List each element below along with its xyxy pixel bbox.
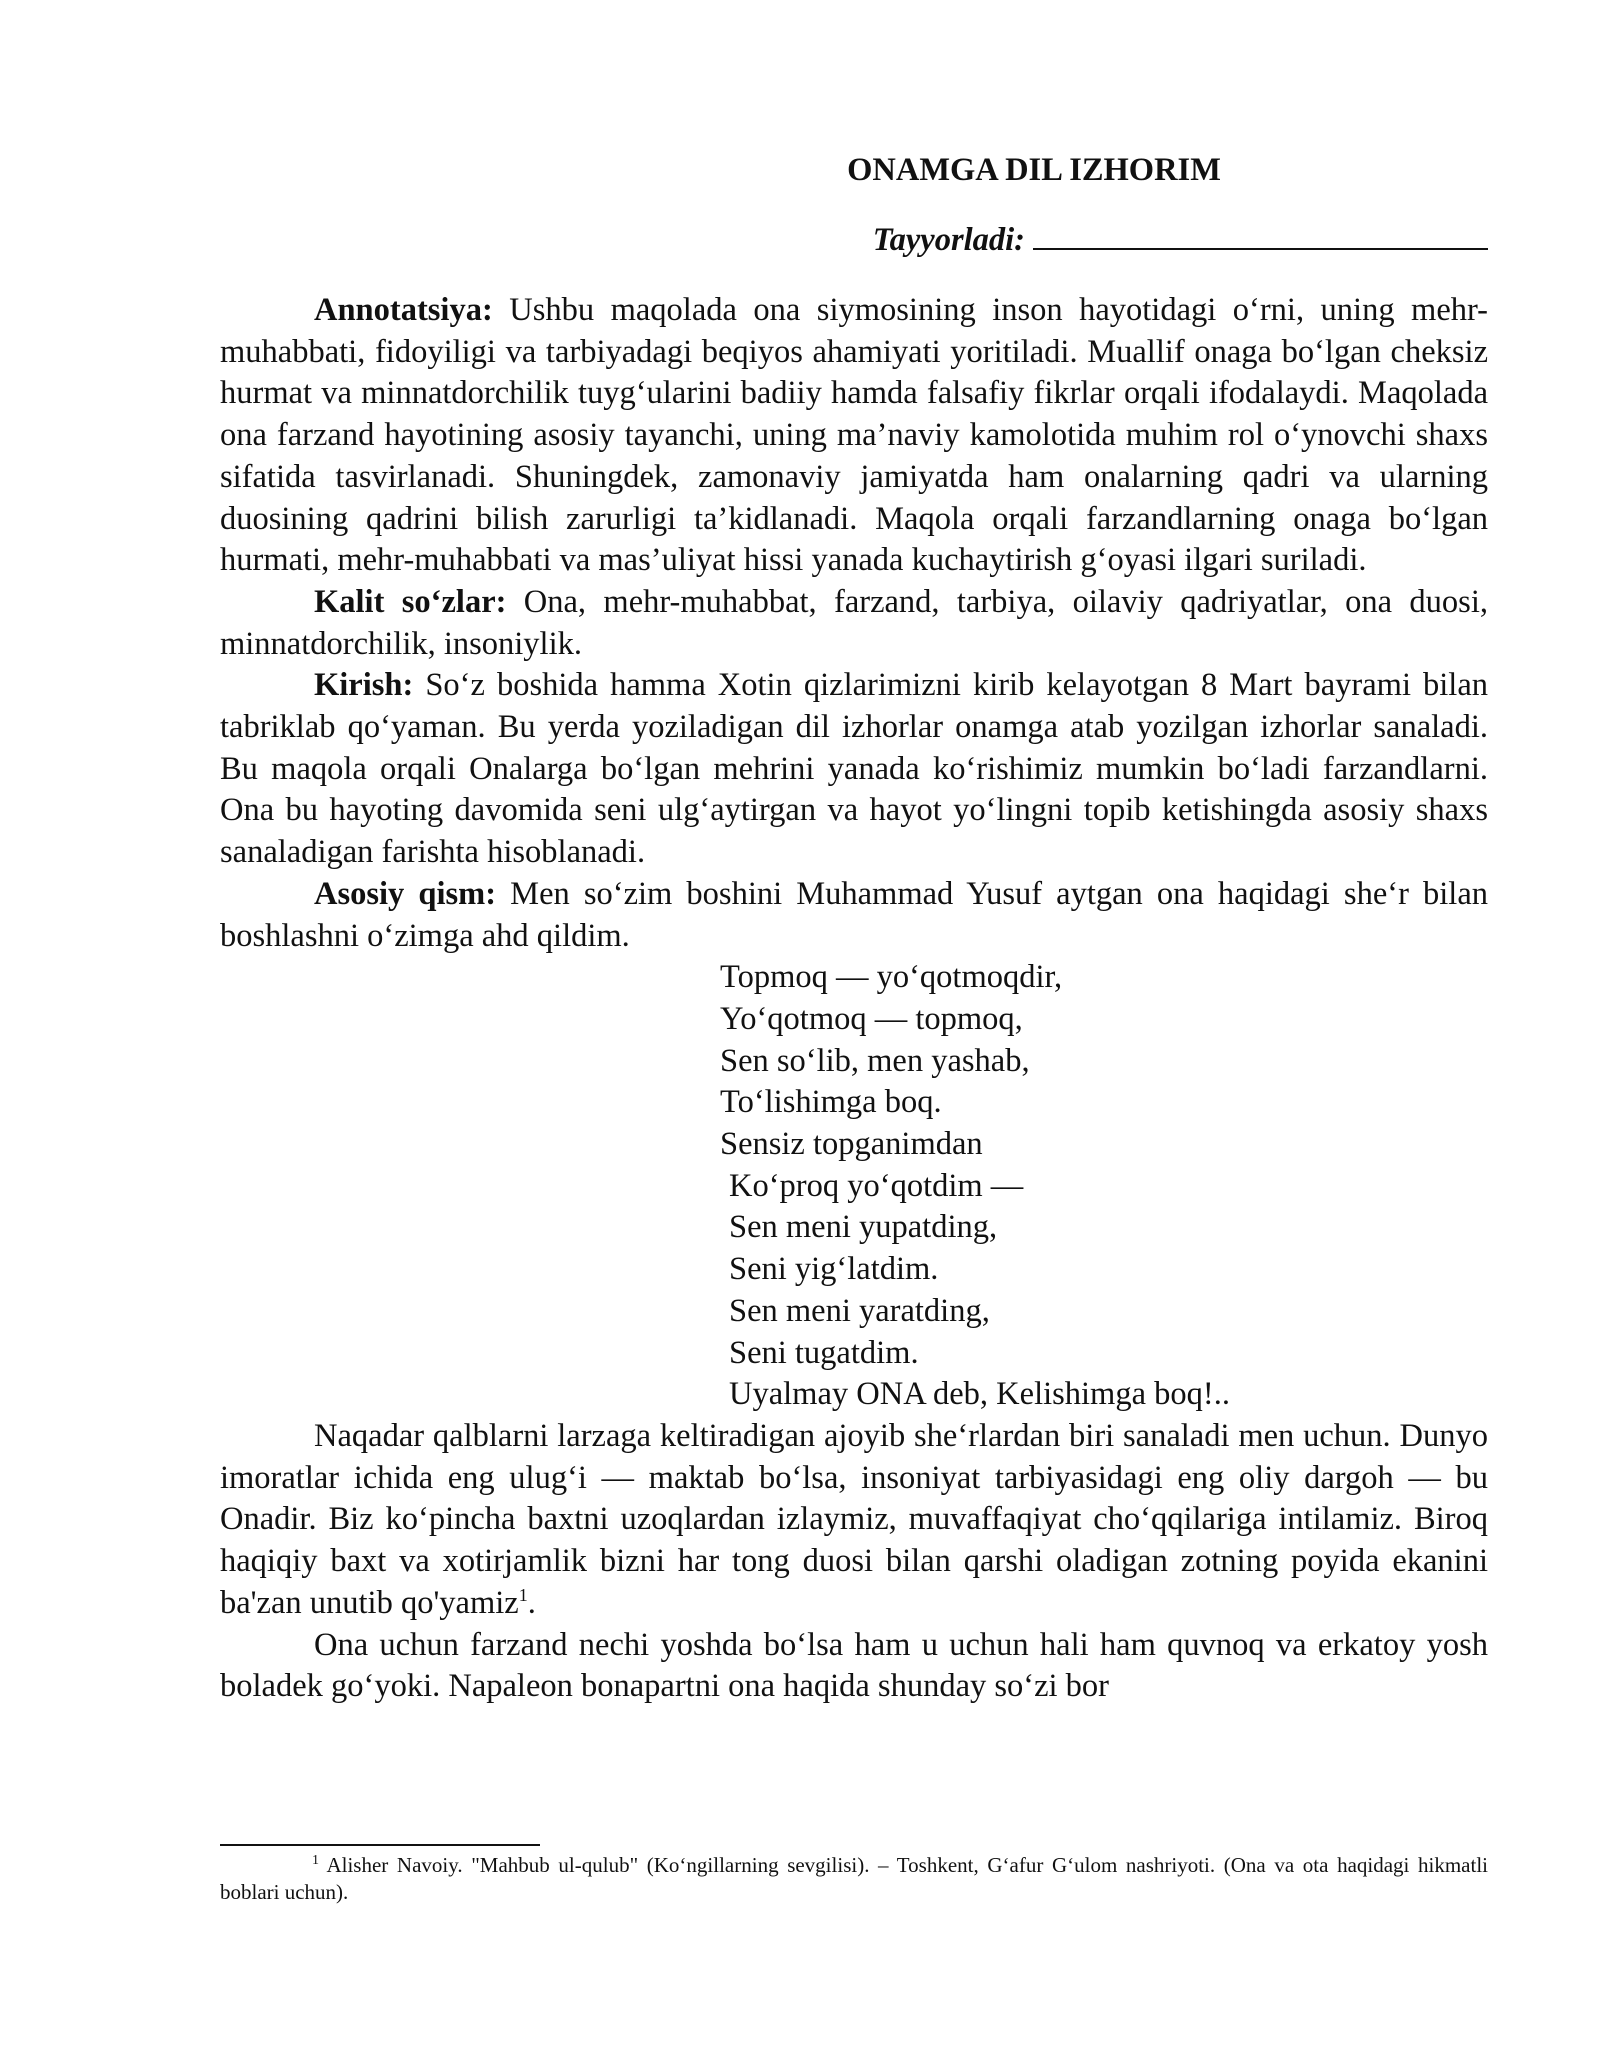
annotation-text: Ushbu maqolada ona siymosining inson hayotidagi o‘rni, uning mehr-muhabbati, fidoyiligi va tarbiyadagi beqiyos ahamiyati yoritiladi. Muallif onaga bo‘lgan cheksiz hurmat va minnatdorchilik tuyg‘ularini badiiy hamda falsafiy fikrlar orqali ifodalaydi. Maqolada ona farzand hayotining asosiy tayanchi, uning ma’naviy kamolotida muhim rol o‘ynovchi shaxs sifatida tasvirlanadi. Shuningdek, zamonaviy jamiyatda ham onalarning qadri va ularning duosining qadrini bilish zarurligi ta’kidlanadi. Maqola orqali farzandlarning onaga bo‘lgan hurmati, mehr-muhabbati va mas’uliyat hissi yanada kuchaytirish g‘oyasi ilgari suriladi. (220, 292, 1488, 579)
body-paragraph-text: Naqadar qalblarni larzaga keltiradigan ajoyib she‘rlardan biri sanaladi men uchun. Dunyo imoratlar ichida eng ulug‘i — maktab bo‘lsa, insoniyat tarbiyasidagi eng oliy dargoh — bu Onadir. Biz ko‘pincha baxtni uzoqlardan izlaymiz, muvaffaqiyat cho‘qqilariga intilamiz. Biroq haqiqiy baxt va xotirjamlik bizni har tong duosi bilan qarshi oladigan zotning poyida ekanini ba'zan unutib qo'yamiz (220, 1417, 1488, 1621)
body-paragraph: Naqadar qalblarni larzaga keltiradigan ajoyib she‘rlardan biri sanaladi men uchun. Dunyo imoratlar ichida eng ulug‘i — maktab bo‘lsa, insoniyat tarbiyasidagi eng oliy dargoh — bu Onadir. Biz ko‘pincha baxtni uzoqlardan izlaymiz, muvaffaqiyat cho‘qqilariga intilamiz. Biroq haqiqiy baxt va xotirjamlik bizni har tong duosi bilan qarshi oladigan zotning poyida ekanini ba'zan unutib qo'yamiz$^1$. (220, 1417, 1488, 1621)
poem-line: Seni tugatdim. (729, 1334, 919, 1371)
footnote-indent (220, 1853, 312, 1877)
poem-line: To‘lishimga boq. (720, 1084, 942, 1121)
footnote-text: Alisher Navoiy. "Mahbub ul-qulub" (Ko‘ngillarning sevgilisi). – Toshkent, G‘afur G‘ulom nashriyoti. (Ona va ota haqidagi hikmatli boblari uchun). (220, 1853, 1488, 1904)
intro-label: Kirish: (314, 667, 414, 704)
poem-line: Uyalmay ONA deb, Kelishimga boq!.. (729, 1376, 1230, 1413)
main-part-text: Men so‘zim boshini Muhammad Yusuf aytgan ona haqidagi she‘r bilan boshlashni o‘zimga ahd qildim. (220, 875, 1488, 954)
poem-line: Sen meni yaratding, (729, 1292, 990, 1329)
poem-line: Sen so‘lib, men yashab, (720, 1042, 1030, 1079)
intro-paragraph (220, 665, 1488, 874)
author-line (220, 218, 1488, 260)
keywords-text: Ona, mehr-muhabbat, farzand, tarbiya, oilaviy qadriyatlar, ona duosi, minnatdorchilik, insoniylik. (220, 583, 1488, 662)
poem-line: Yo‘qotmoq — topmoq, (720, 1000, 1023, 1037)
author-label: Tayyorladi: (872, 222, 1025, 258)
keywords-label: Kalit so‘zlar: (314, 583, 507, 620)
poem (220, 957, 1488, 1416)
poem-line: Ko‘proq yo‘qotdim — (729, 1167, 1024, 1204)
main-part-paragraph (220, 874, 1488, 957)
body-paragraph-last (220, 1625, 1488, 1708)
annotation-paragraph (220, 290, 1488, 582)
poem-line: Sensiz topganimdan (720, 1126, 983, 1163)
footnote-reference[interactable]: 1 (518, 1584, 528, 1605)
poem-line: Sen meni yupatding, (729, 1209, 998, 1246)
document-title: ONAMGA DIL IZHORIM (847, 152, 1221, 188)
footnote-separator (220, 1844, 540, 1846)
author-blank-field (1033, 218, 1488, 250)
body-paragraph-last-text: Ona uchun farzand nechi yoshda bo‘lsa ham u uchun hali ham quvnoq va erkatoy yosh boladek go‘yoki. Napaleon bonapartni ona haqida shunday so‘zi bor (220, 1626, 1488, 1705)
poem-line: Seni yig‘latdim. (729, 1251, 939, 1288)
document-body (220, 150, 1488, 1708)
keywords-paragraph (220, 582, 1488, 665)
poem-line: Topmoq — yo‘qotmoqdir, (720, 959, 1063, 996)
footnote (220, 1852, 1488, 1906)
main-part-label: Asosiy qism: (314, 875, 497, 912)
annotation-label: Annotatsiya: (314, 292, 493, 328)
footnote-marker: 1 (312, 1853, 319, 1868)
intro-text: So‘z boshida hamma Xotin qizlarimizni kirib kelayotgan 8 Mart bayrami bilan tabriklab qo‘yaman. Bu yerda yoziladigan dil izhorlar onamga atab yozilgan izhorlar sanaladi. Bu maqola orqali Onalarga bo‘lgan mehrini yanada ko‘rishimiz mumkin bo‘ladi farzandlarni. Ona bu hayoting davomida seni ulg‘aytirgan va hayot yo‘lingni topib ketishingda asosiy shaxs sanaladigan farishta hisoblanadi. (220, 667, 1488, 871)
